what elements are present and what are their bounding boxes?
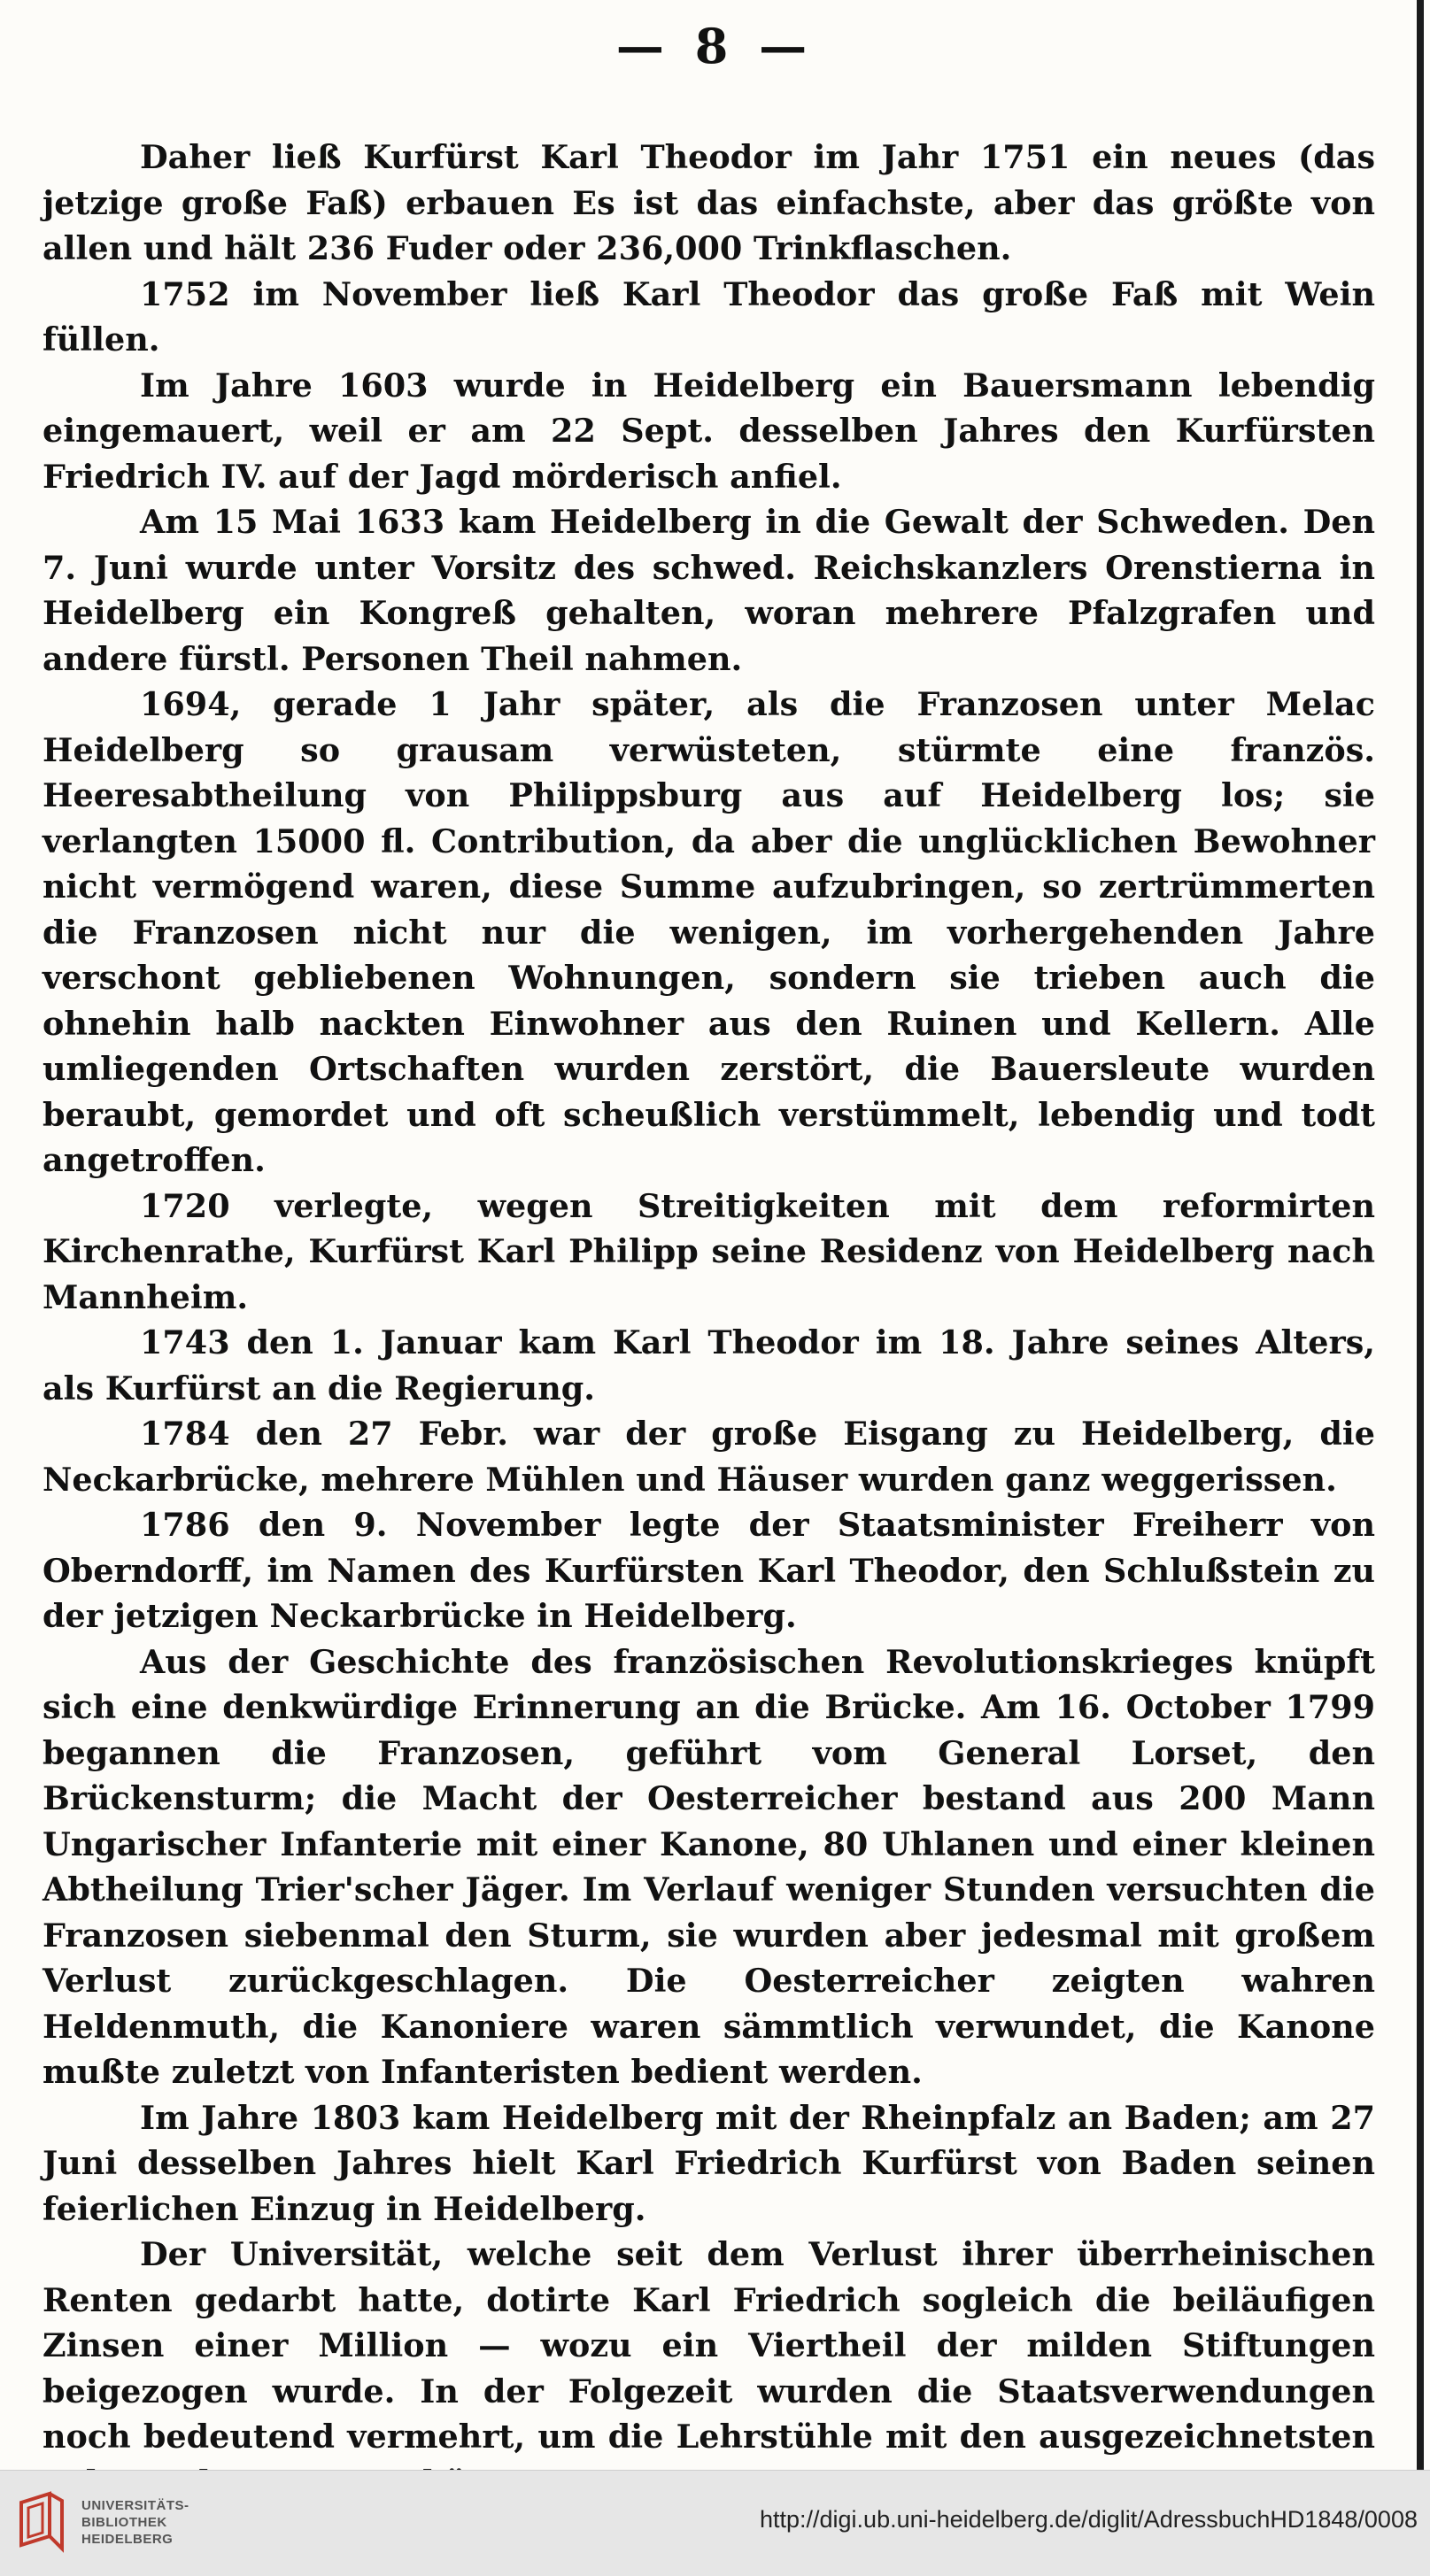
library-name-line: UNIVERSITÄTS-	[81, 2498, 189, 2513]
paragraph: Im Jahre 1803 kam Heidelberg mit der Rheinpfalz an Baden; am 27 Juni desselben Jahres hielt Karl Friedrich Kurfürst von Baden seinen feierlichen Einzug in Heidelberg.	[43, 2098, 1375, 2228]
paragraph: 1784 den 27 Febr. war der große Eisgang zu Heidelberg, die Neckarbrücke, mehrere Mühlen und Häuser wurden ganz weggerissen.	[43, 1415, 1375, 1499]
body-text	[43, 135, 1375, 2505]
page-number: — 8 —	[615, 18, 815, 74]
library-name-line: HEIDELBERG	[81, 2532, 174, 2547]
page-edge-shadow	[1417, 0, 1424, 2470]
paragraph: Am 15 Mai 1633 kam Heidelberg in die Gewalt der Schweden. Den 7. Juni wurde unter Vorsitz des schwed. Reichskanzlers Orenstierna in Heidelberg ein Kongreß gehalten, woran mehrere Pfalzgrafen und andere fürstl. Personen Theil nahmen.	[43, 503, 1375, 678]
paragraph: Daher ließ Kurfürst Karl Theodor im Jahr 1751 ein neues (das jetzige große Faß) erbauen Es ist das einfachste, aber das größte von allen und hält 236 Fuder oder 236,000 Trinkflaschen.	[43, 138, 1375, 267]
paragraph: Aus der Geschichte des französischen Revolutionskrieges knüpft sich eine denkwürdige Erinnerung an die Brücke. Am 16. October 1799 begannen die Franzosen, geführt vom General Lorset, den Brückensturm; die Macht der Oesterreicher bestand aus 200 Mann Ungarischer Infanterie mit einer Kanone, 80 Uhlanen und einer kleinen Abtheilung Trier'scher Jäger. Im Verlauf weniger Stunden versuchten die Franzosen siebenmal den Sturm, sie wurden aber jedesmal mit großem Verlust zurückgeschlagen. Die Oesterreicher zeigten wahren Heldenmuth, die Kanoniere waren sämmtlich verwundet, die Kanone mußte zuletzt von Infanteristen bedient werden.	[43, 1642, 1375, 2091]
paragraph: Im Jahre 1603 wurde in Heidelberg ein Bauersmann lebendig eingemauert, weil er am 22 Sept. desselben Jahres den Kurfürsten Friedrich IV. auf der Jagd mörderisch anfiel.	[43, 366, 1375, 496]
permalink-url[interactable]: http://digi.ub.uni-heidelberg.de/diglit/AdressbuchHD1848/0008	[759, 2506, 1418, 2533]
paragraph: 1786 den 9. November legte der Staatsminister Freiherr von Oberndorff, im Namen des Kurfürsten Karl Theodor, den Schlußstein zu der jetzigen Neckarbrücke in Heidelberg.	[43, 1506, 1375, 1635]
paragraph: 1720 verlegte, wegen Streitigkeiten mit dem reformirten Kirchenrathe, Kurfürst Karl Philipp seine Residenz von Heidelberg nach Mannheim.	[43, 1186, 1375, 1316]
paragraph: 1743 den 1. Januar kam Karl Theodor im 18. Jahre seines Alters, als Kurfürst an die Regierung.	[43, 1323, 1375, 1408]
paragraph: Der Universität, welche seit dem Verlust ihrer überrheinischen Renten gedarbt hatte, dotirte Karl Friedrich sogleich die beiläufigen Zinsen einer Million — wozu ein Viertheil der milden Stiftungen beigezogen wurde. In der Folgezeit wurden die Staatsverwendungen noch bedeutend vermehrt, um die Lehrstühle mit den ausgezeichnetsten	[43, 2235, 1375, 2456]
paragraph: 1752 im November ließ Karl Theodor das große Faß mit Wein füllen.	[43, 274, 1375, 359]
library-name-line: BIBLIOTHEK	[81, 2515, 167, 2530]
paragraph: 1694, gerade 1 Jahr später, als die Franzosen unter Melac Heidelberg so grausam verwüsteten, stürmte eine französ. Heeresabtheilung von Philippsburg aus auf Heidelberg los; sie verlangten 15000 fl. Contribution, da aber die unglücklichen Bewohner nicht vermögend waren, diese Summe aufzubringen, so zertrümmerten die Franzosen nicht nur die wenigen, im vorhergehenden Jahre verschont gebliebenen Wohnungen, sondern sie trieben auch die ohnehin halb nackten Einwohner aus den Ruinen und Kellern. Alle umliegenden Ortschaften wurden zerstört, die Bauersleute wurden beraubt, gemordet und oft scheußlich verstümmelt, lebendig und todt angetroffen.	[43, 685, 1375, 1179]
footer-bar	[0, 2470, 1430, 2576]
library-name	[81, 2497, 189, 2548]
library-logo-icon[interactable]	[14, 2490, 69, 2554]
